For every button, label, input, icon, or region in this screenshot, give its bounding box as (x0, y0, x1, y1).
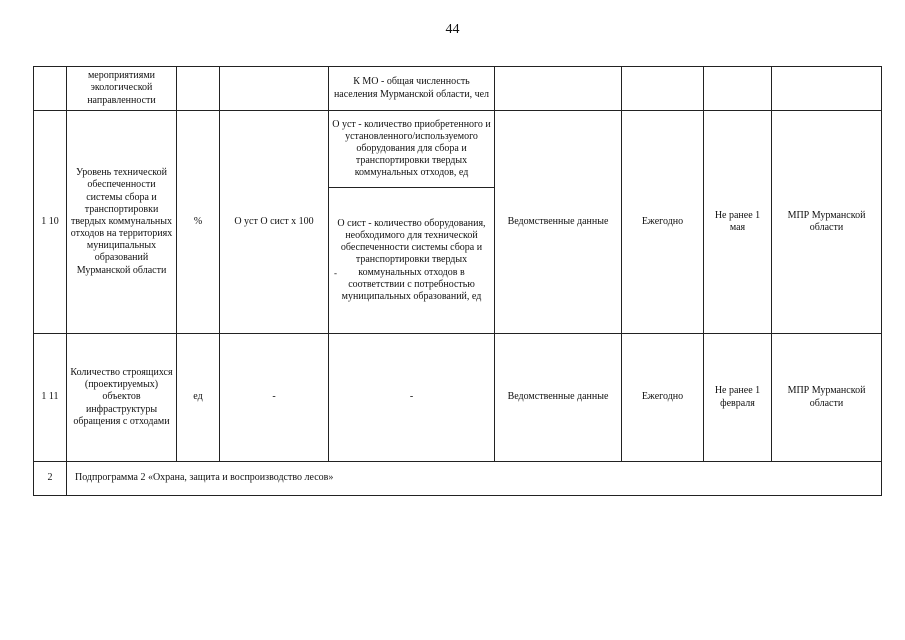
cell-indicator-description: К МО - общая численность населения Мурманской области, чел (329, 67, 495, 111)
page-number: 44 (445, 22, 460, 37)
cell-unit: % (177, 111, 220, 334)
cell-number (34, 67, 67, 111)
cell-frequency: Ежегодно (622, 111, 704, 334)
cell-formula: - (220, 334, 329, 462)
cell-number: 1 11 (34, 334, 67, 462)
cell-source: Ведомственные данные (495, 334, 622, 462)
indicators-table (33, 66, 882, 496)
stray-dash-mark: - (334, 268, 337, 278)
cell-deadline: Не ранее 1 февраля (704, 334, 772, 462)
cell-frequency (622, 67, 704, 111)
cell-deadline (704, 67, 772, 111)
cell-number: 2 (34, 462, 67, 496)
cell-unit: ед (177, 334, 220, 462)
cell-source: Ведомственные данные (495, 111, 622, 334)
cell-indicator-description: - (329, 334, 495, 462)
cell-indicator-name: мероприятиями экологической направленности (67, 67, 177, 111)
cell-deadline: Не ранее 1 мая (704, 111, 772, 334)
table-row-1-10 (34, 111, 882, 188)
cell-subprogram-title: Подпрограмма 2 «Охрана, защита и воспроизводство лесов» (67, 462, 882, 496)
cell-indicator-name: Уровень технической обеспеченности системы сбора и транспортировки твердых коммунальных отходов на территориях муниципальных образований Мурманской области (67, 111, 177, 334)
table-row-subprogram (34, 462, 882, 496)
cell-responsible: МПР Мурманской области (772, 111, 882, 334)
cell-responsible (772, 67, 882, 111)
cell-number: 1 10 (34, 111, 67, 334)
table-row-continuation (34, 67, 882, 111)
cell-formula: О уст О сист х 100 (220, 111, 329, 334)
cell-formula (220, 67, 329, 111)
cell-indicator-name: Количество строящихся (проектируемых) объектов инфраструктуры обращения с отходами (67, 334, 177, 462)
cell-unit (177, 67, 220, 111)
cell-responsible: МПР Мурманской области (772, 334, 882, 462)
cell-source (495, 67, 622, 111)
cell-frequency: Ежегодно (622, 334, 704, 462)
cell-indicator-description-top: О уст - количество приобретенного и установленного/используемого оборудования для сбора и транспортировки твердых коммунальных отходов, ед (329, 111, 495, 188)
cell-indicator-description-bottom: О сист - количество оборудования, необходимого для технической обеспеченности системы сбора и транспортировки твердых коммунальных отходов в соответствии с потребностью муниципальных образований, ед (329, 188, 495, 334)
table-row-1-11 (34, 334, 882, 462)
